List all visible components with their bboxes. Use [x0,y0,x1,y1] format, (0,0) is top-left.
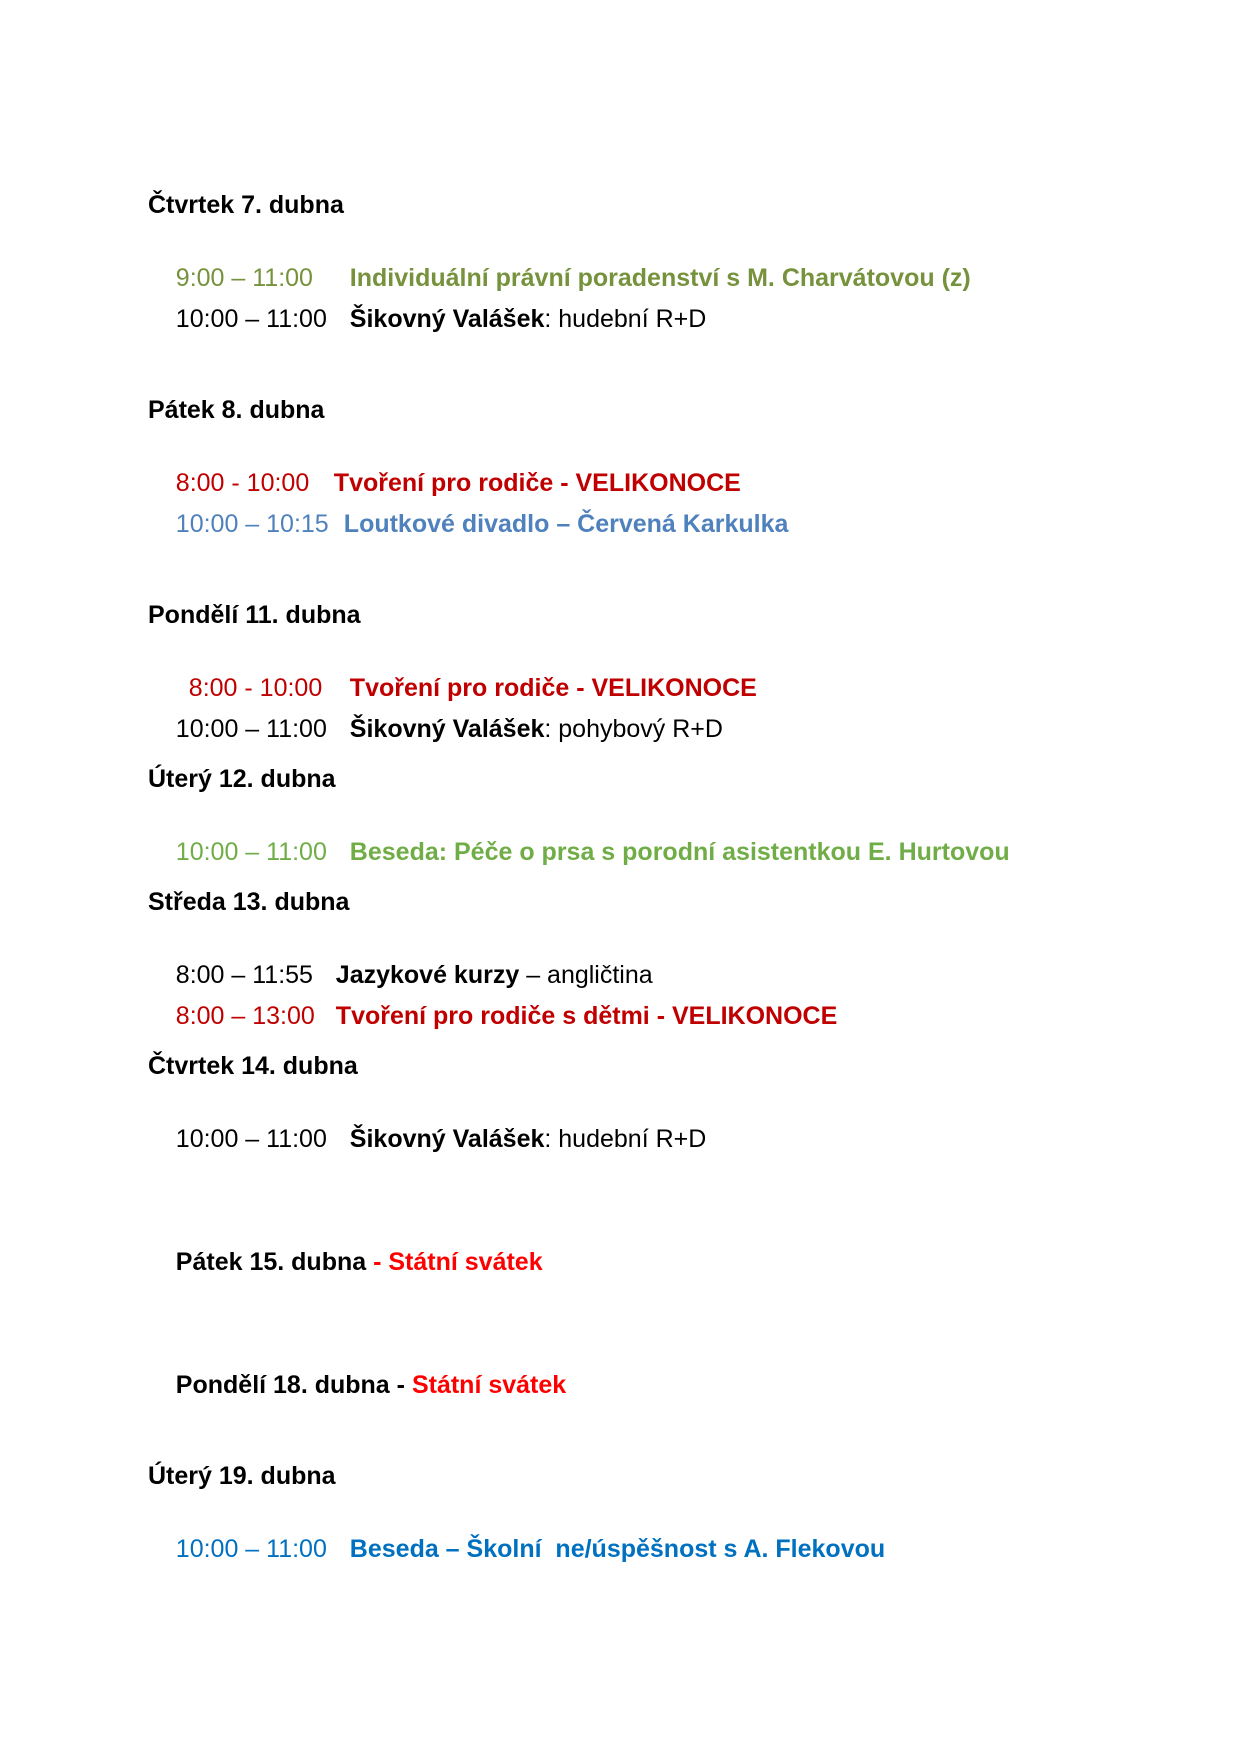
event-time: 10:00 – 11:00 [175,1125,327,1153]
holiday-label: - Státní svátek [373,1248,543,1276]
day-heading: Čtvrtek 14. dubna [148,1052,358,1080]
day-heading: Pátek 15. dubna [175,1248,367,1276]
day-heading: Pátek 8. dubna [148,396,325,424]
event-time: 9:00 – 11:00 [175,264,313,292]
event-row [148,476,788,572]
event-title: Šikovný Valášek [349,1125,545,1153]
day-heading: Pondělí 11. dubna [148,601,361,629]
event-title: Tvoření pro rodiče - VELIKONOCE [333,469,741,497]
event-detail: : pohybový R+D [544,715,723,743]
event-time: 8:00 - 10:00 [175,469,310,497]
day-heading: Středa 13. dubna [148,888,350,916]
event-title: Loutkové divadlo – Červená Karkulka [343,510,789,538]
event-time: 8:00 - 10:00 [188,674,323,702]
holiday-row [148,1214,543,1310]
holiday-row [148,1337,566,1433]
event-title: Šikovný Valášek [349,715,545,743]
event-time: 10:00 – 11:00 [175,1535,327,1563]
day-heading: Úterý 12. dubna [148,765,336,793]
day-heading: Čtvrtek 7. dubna [148,191,344,219]
event-title: Beseda: Péče o prsa s porodní asistentkou E. Hurtovou [349,838,1010,866]
event-title: Beseda – Školní ne/úspěšnost s A. Flekovou [349,1535,886,1563]
event-time: 8:00 – 13:00 [175,1002,315,1030]
event-time: 8:00 – 11:55 [175,961,313,989]
event-time: 10:00 – 11:00 [175,715,327,743]
event-row [148,1501,885,1597]
event-time: 10:00 – 11:00 [175,838,327,866]
event-title: Tvoření pro rodiče s dětmi - VELIKONOCE [335,1002,838,1030]
event-detail: : hudební R+D [544,305,707,333]
day-heading: Úterý 19. dubna [148,1462,336,1490]
event-detail: : hudební R+D [544,1125,707,1153]
event-title: Jazykové kurzy [335,961,520,989]
event-title: Šikovný Valášek [349,305,545,333]
day-heading: Pondělí 18. dubna - [175,1371,405,1399]
event-title: Tvoření pro rodiče - VELIKONOCE [349,674,757,702]
event-title: Individuální právní poradenství s M. Charvátovou (z) [349,264,971,292]
holiday-label: Státní svátek [411,1371,567,1399]
event-row [148,271,706,367]
event-detail: – angličtina [519,961,653,989]
event-row [148,1091,706,1187]
event-time: 10:00 – 10:15 [175,510,329,538]
event-time: 10:00 – 11:00 [175,305,327,333]
